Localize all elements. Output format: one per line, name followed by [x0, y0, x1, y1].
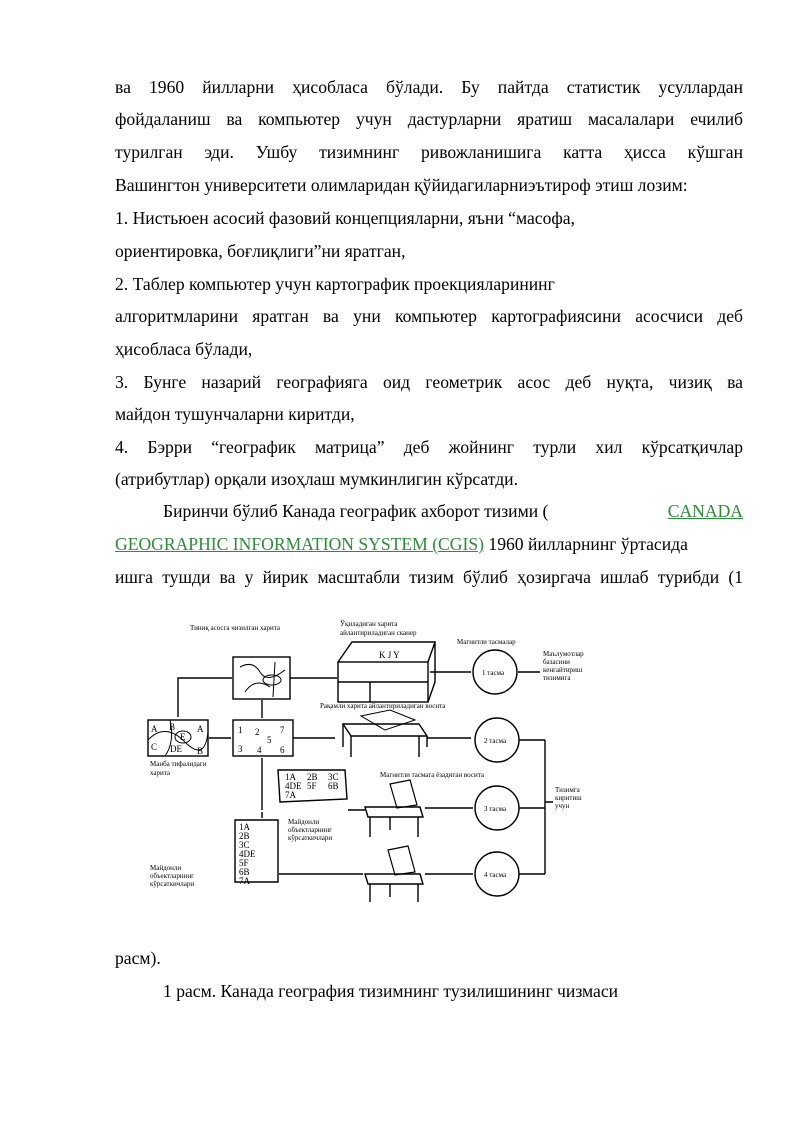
text-line-3: турилган эди. Ушбу тизимнинг ривожланишига катта ҳисса кўшган: [115, 142, 743, 162]
paragraph-line-2: [115, 534, 743, 554]
grid-number: 7: [280, 725, 285, 735]
map-letter: B: [169, 722, 176, 732]
paragraph-line-4: расм).: [115, 948, 161, 968]
list-item-4-line-2: (атрибутлар) орқали изоҳлаш мумкинлигин кўрсатди.: [115, 469, 518, 489]
card-2-entry: 4DE: [239, 849, 256, 859]
cgis-link[interactable]: CANADA: [667, 501, 743, 521]
label-area-3: кўрсаткичлари: [150, 880, 195, 888]
label-data-2: базасини: [543, 658, 570, 666]
card-1-entry: 5F: [307, 781, 317, 791]
label-input: Тизимга: [555, 786, 580, 794]
card-2-entry: 2B: [239, 831, 250, 841]
label-data-3: кенгайтириш: [543, 666, 583, 674]
grid-number: 6: [280, 745, 285, 755]
label-area: Майдонли: [150, 864, 182, 872]
label-data-4: тизимига: [543, 674, 571, 682]
map-letter: E: [180, 732, 186, 742]
label-data: Маълумотлар: [543, 650, 584, 658]
text-line-1: ва 1960 йилларни ҳисобласа бўлади. Бу пайтда статистик усуллардан: [115, 77, 743, 97]
tape-1-label: 1 тасма: [482, 669, 505, 677]
card-2-entry: 1A: [239, 822, 250, 832]
card-1-entry: 7A: [285, 790, 296, 800]
cgis-diagram: [135, 612, 635, 902]
card-1-entry: 2B: [307, 772, 318, 782]
card-2-entry: 6B: [239, 867, 250, 877]
scanner-text: K J Y: [379, 650, 400, 660]
transparent-map-box: [233, 657, 290, 699]
label-objects-3: кўрсаткичлари: [288, 834, 333, 842]
card-1-entry: 3C: [328, 772, 339, 782]
list-item-1-line-1: 1. Нистьюен асосий фазовий концепцияларни, яъни “масофа,: [115, 208, 575, 228]
list-item-3-line-2: майдон тушунчаларни киритди,: [115, 404, 355, 424]
tape-2-label: 2 тасма: [484, 737, 507, 745]
tape-4-label: 4 тасма: [484, 871, 507, 879]
card-1-entry: 6B: [328, 781, 339, 791]
label-source-map-2: харита: [150, 769, 171, 777]
label-source-map: Манба тифалидаги: [150, 760, 207, 768]
paragraph-text: Биринчи бўлиб Канада географик ахборот тизими (: [163, 501, 549, 521]
map-letter: C: [151, 742, 158, 752]
label-scanner-2: айлантириладиган сканер: [340, 629, 417, 637]
list-item-2-line-3: ҳисобласа бўлади,: [115, 339, 253, 359]
list-item-2-line-1: 2. Таблер компьютер учун картографик проекцияларининг: [115, 274, 555, 294]
cgis-link-continued[interactable]: GEOGRAPHIC INFORMATION SYSTEM (CGIS): [115, 534, 485, 554]
paragraph-line-1: [163, 501, 743, 521]
map-letter: A: [151, 724, 158, 734]
map-letter: A: [197, 724, 204, 734]
label-input-2: киритиш: [555, 794, 582, 802]
grid-number: 5: [267, 735, 272, 745]
card-2-entry: 7A: [239, 876, 250, 886]
grid-number: 2: [255, 727, 260, 737]
label-input-3: учун: [555, 802, 570, 810]
label-magnetic-writer: Магнитли тасмага ёзадиган восита: [380, 771, 484, 779]
list-item-3-line-1: 3. Бунге назарий географияга оид геометрик асос деб нуқта, чизиқ ва: [115, 372, 743, 392]
figure-caption: 1 расм. Канада география тизимнинг тузилишининг чизмаси: [163, 981, 619, 1001]
text-line-2: фойдаланиш ва компьютер учун дастурларни яратиш масалалари ечилиб: [115, 109, 743, 129]
label-area-2: объектларнинг: [150, 872, 195, 880]
map-letter: DE: [170, 744, 182, 754]
label-transparent-map: Тиниқ асосга чизилган харита: [190, 624, 280, 632]
grid-number: 3: [238, 744, 243, 754]
tape-3-label: 3 тасма: [484, 805, 507, 813]
label-objects-2: объектларнинг: [288, 826, 333, 834]
paragraph-text: 1960 йилларнинг ўртасида: [484, 534, 688, 554]
map-letter: B: [197, 746, 204, 756]
card-1-entry: 1A: [285, 772, 296, 782]
text-line-4: Вашингтон университети олимларидан қўйидагиларниэътироф этиш лозим:: [115, 175, 688, 195]
grid-number: 4: [257, 745, 262, 755]
card-2-entry: 3C: [239, 840, 250, 850]
label-scanner: Ўқиладиган харита: [340, 620, 398, 628]
list-item-4-line-1: 4. Бэрри “географик матрица” деб жойнинг турли хил кўрсатқичлар: [115, 437, 743, 457]
label-digitizer: Рақамли харита айлантириладиган восита: [320, 702, 446, 710]
label-objects: Майдонли: [288, 818, 320, 826]
card-1-entry: 4DE: [285, 781, 302, 791]
list-item-1-line-2: ориентировка, боғлиқлиги”ни яратган,: [115, 241, 406, 261]
label-tapes: Магнитли тасмалар: [457, 638, 516, 646]
paragraph-line-3: ишга тушди ва у йирик масштабли тизим бўлиб ҳозиргача ишлаб турибди (1: [115, 567, 743, 587]
card-2-entry: 5F: [239, 858, 249, 868]
list-item-2-line-2: алгоритмларини яратган ва уни компьютер картографиясини асосчиси деб: [115, 306, 743, 326]
grid-number: 1: [238, 725, 243, 735]
